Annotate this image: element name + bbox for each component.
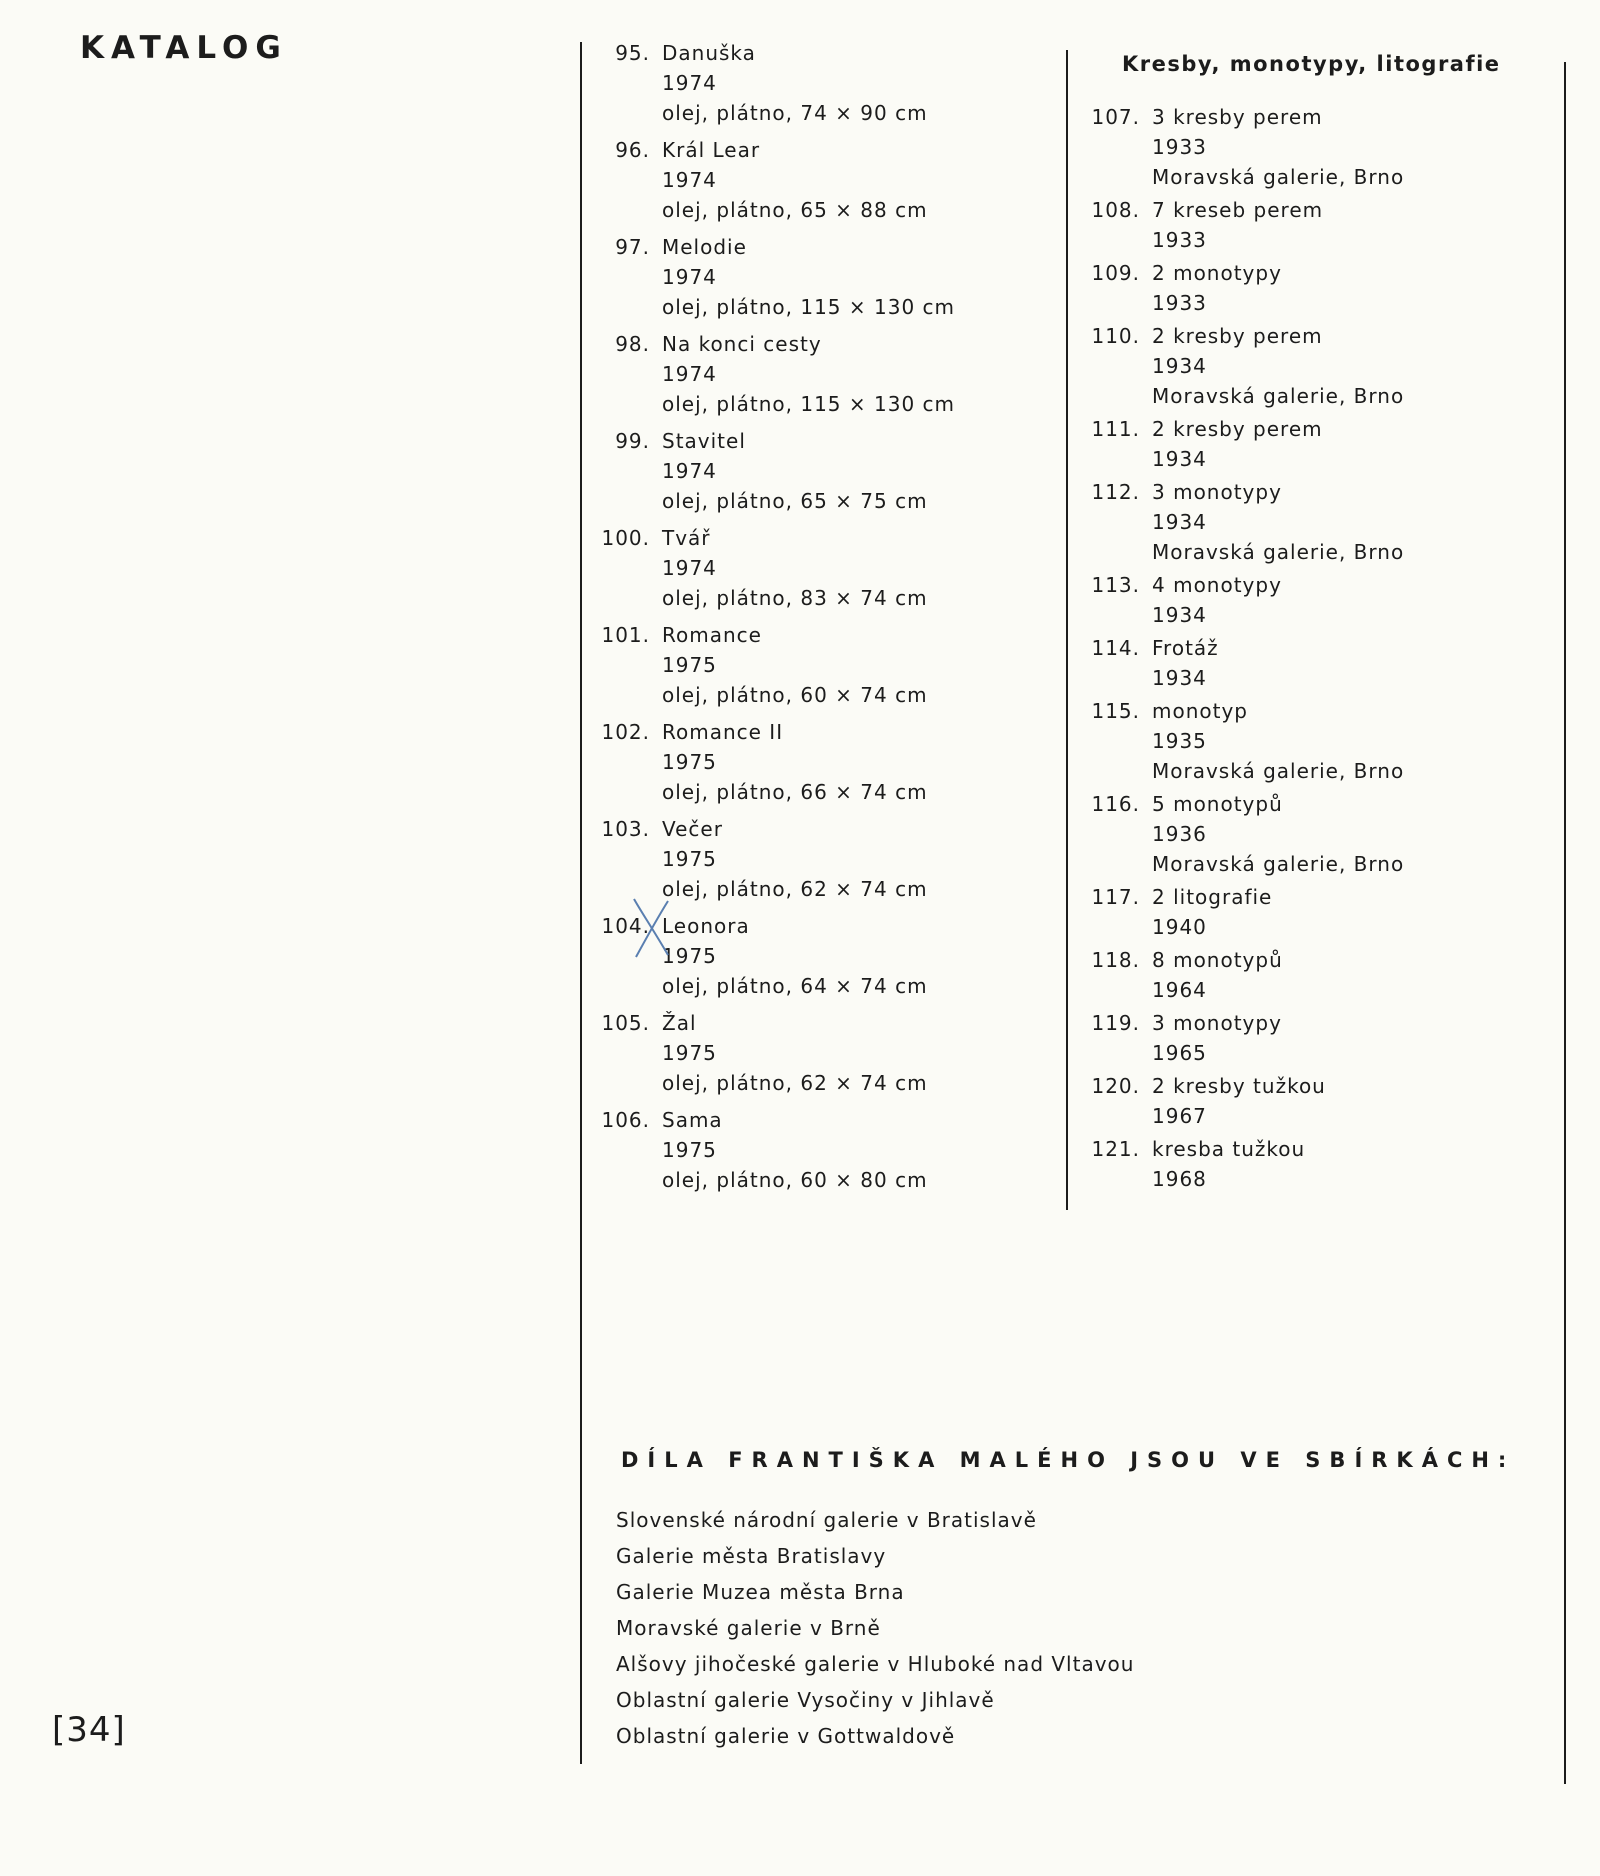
- entry-number: 121.: [1091, 1137, 1140, 1161]
- entry-details: olej, plátno, 64 × 74 cm: [662, 974, 928, 998]
- entry-year: 1936: [1152, 822, 1207, 846]
- entry-number: 96.: [615, 138, 650, 162]
- entry-year: 1934: [1152, 510, 1207, 534]
- catalog-entry: [600, 814, 1080, 904]
- catalog-entry: [1090, 477, 1570, 567]
- collection-item: Galerie Muzea města Brna: [616, 1580, 905, 1604]
- entry-number: 118.: [1091, 948, 1140, 972]
- entry-title: 5 monotypů: [1152, 792, 1283, 816]
- catalog-entry: [600, 523, 1080, 613]
- entry-year: 1975: [662, 1041, 717, 1065]
- entry-number: 103.: [601, 817, 650, 841]
- entry-details: olej, plátno, 65 × 75 cm: [662, 489, 928, 513]
- entry-year: 1965: [1152, 1041, 1207, 1065]
- catalog-entry: [600, 1105, 1080, 1195]
- entry-year: 1934: [1152, 603, 1207, 627]
- entry-number: 109.: [1091, 261, 1140, 285]
- catalog-entry: [1090, 570, 1570, 630]
- entry-year: 1967: [1152, 1104, 1207, 1128]
- entry-title: Večer: [662, 817, 723, 841]
- entry-title: 3 kresby perem: [1152, 105, 1323, 129]
- section-heading: Kresby, monotypy, litografie: [1122, 52, 1501, 76]
- catalog-entry: [1090, 696, 1570, 786]
- catalog-entry: [1090, 882, 1570, 942]
- collection-item: Slovenské národní galerie v Bratislavě: [616, 1508, 1037, 1532]
- drawings-list: [1090, 38, 1570, 1197]
- entry-year: 1934: [1152, 447, 1207, 471]
- entry-year: 1940: [1152, 915, 1207, 939]
- entry-year: 1975: [662, 847, 717, 871]
- collection-item: Galerie města Bratislavy: [616, 1544, 887, 1568]
- entry-number: 111.: [1091, 417, 1140, 441]
- entry-number: 99.: [615, 429, 650, 453]
- catalog-entry: [600, 232, 1080, 322]
- entry-year: 1968: [1152, 1167, 1207, 1191]
- catalog-entry: [1090, 321, 1570, 411]
- catalog-entry: [1090, 414, 1570, 474]
- catalog-entry: [600, 329, 1080, 419]
- catalog-entry: [600, 135, 1080, 225]
- entry-number: 120.: [1091, 1074, 1140, 1098]
- catalog-entry: [1090, 789, 1570, 879]
- entry-collection: Moravská galerie, Brno: [1152, 852, 1405, 876]
- entry-title: 2 kresby perem: [1152, 417, 1323, 441]
- paintings-list: [600, 38, 1080, 1202]
- entry-title: 3 monotypy: [1152, 1011, 1282, 1035]
- entry-details: olej, plátno, 66 × 74 cm: [662, 780, 928, 804]
- entry-title: Leonora: [662, 914, 750, 938]
- entry-number: 110.: [1091, 324, 1140, 348]
- entry-number: 107.: [1091, 105, 1140, 129]
- column-divider-left: [580, 42, 582, 1764]
- entry-collection: Moravská galerie, Brno: [1152, 759, 1405, 783]
- entry-number: 113.: [1091, 573, 1140, 597]
- entry-collection: Moravská galerie, Brno: [1152, 165, 1405, 189]
- entry-title: Král Lear: [662, 138, 761, 162]
- entry-number: 105.: [601, 1011, 650, 1035]
- entry-details: olej, plátno, 74 × 90 cm: [662, 101, 928, 125]
- entry-year: 1933: [1152, 228, 1207, 252]
- entry-title: kresba tužkou: [1152, 1137, 1306, 1161]
- entry-title: Stavitel: [662, 429, 746, 453]
- entry-year: 1934: [1152, 354, 1207, 378]
- entry-details: olej, plátno, 62 × 74 cm: [662, 1071, 928, 1095]
- entry-number: 119.: [1091, 1011, 1140, 1035]
- entry-year: 1974: [662, 71, 717, 95]
- entry-title: 2 kresby perem: [1152, 324, 1323, 348]
- entry-number: 95.: [615, 41, 650, 65]
- page-title: KATALOG: [80, 30, 288, 66]
- catalog-entry: [600, 620, 1080, 710]
- entry-year: 1975: [662, 944, 717, 968]
- entry-title: 2 litografie: [1152, 885, 1273, 909]
- entry-title: 2 monotypy: [1152, 261, 1282, 285]
- entry-year: 1933: [1152, 135, 1207, 159]
- entry-title: Romance: [662, 623, 762, 647]
- collection-item: Oblastní galerie v Gottwaldově: [616, 1724, 956, 1748]
- catalog-entry: [1090, 195, 1570, 255]
- entry-collection: Moravská galerie, Brno: [1152, 540, 1405, 564]
- entry-number: 97.: [615, 235, 650, 259]
- catalog-entry: [1090, 258, 1570, 318]
- entry-year: 1933: [1152, 291, 1207, 315]
- entry-number: 106.: [601, 1108, 650, 1132]
- entry-number: 115.: [1091, 699, 1140, 723]
- entry-number: 112.: [1091, 480, 1140, 504]
- entry-details: olej, plátno, 60 × 74 cm: [662, 683, 928, 707]
- catalog-entry: [1090, 633, 1570, 693]
- collection-item: Alšovy jihočeské galerie v Hluboké nad Vltavou: [616, 1652, 1135, 1676]
- entry-number: 114.: [1091, 636, 1140, 660]
- catalog-entry: [600, 717, 1080, 807]
- entry-title: Sama: [662, 1108, 723, 1132]
- entry-details: olej, plátno, 62 × 74 cm: [662, 877, 928, 901]
- catalog-entry: [1090, 102, 1570, 192]
- entry-collection: Moravská galerie, Brno: [1152, 384, 1405, 408]
- entry-title: Žal: [662, 1011, 697, 1035]
- entry-number: 98.: [615, 332, 650, 356]
- entry-year: 1974: [662, 265, 717, 289]
- entry-title: 8 monotypů: [1152, 948, 1283, 972]
- catalog-entry: [600, 1008, 1080, 1098]
- catalog-entry: [600, 426, 1080, 516]
- entry-title: Tvář: [662, 526, 711, 550]
- entry-year: 1975: [662, 750, 717, 774]
- collection-item: Moravské galerie v Brně: [616, 1616, 881, 1640]
- entry-details: olej, plátno, 65 × 88 cm: [662, 198, 928, 222]
- entry-title: Na konci cesty: [662, 332, 822, 356]
- entry-number: 116.: [1091, 792, 1140, 816]
- entry-details: olej, plátno, 83 × 74 cm: [662, 586, 928, 610]
- entry-number: 101.: [601, 623, 650, 647]
- entry-year: 1974: [662, 459, 717, 483]
- entry-year: 1975: [662, 653, 717, 677]
- entry-title: Danuška: [662, 41, 756, 65]
- collections-heading: DÍLA FRANTIŠKA MALÉHO JSOU VE SBÍRKÁCH:: [621, 1448, 1516, 1472]
- entry-number: 104.: [601, 914, 650, 938]
- entry-title: 7 kreseb perem: [1152, 198, 1324, 222]
- catalog-entry: [600, 38, 1080, 128]
- entry-title: Frotáž: [1152, 636, 1219, 660]
- entry-title: 4 monotypy: [1152, 573, 1282, 597]
- entry-title: 2 kresby tužkou: [1152, 1074, 1326, 1098]
- entry-year: 1974: [662, 556, 717, 580]
- catalog-entry: [1090, 1134, 1570, 1194]
- entry-title: Romance II: [662, 720, 784, 744]
- collections-section: [616, 1448, 1556, 1754]
- page-number: [34]: [52, 1710, 126, 1750]
- collection-item: Oblastní galerie Vysočiny v Jihlavě: [616, 1688, 995, 1712]
- entry-number: 102.: [601, 720, 650, 744]
- entry-title: Melodie: [662, 235, 747, 259]
- entry-details: olej, plátno, 60 × 80 cm: [662, 1168, 928, 1192]
- entry-year: 1974: [662, 168, 717, 192]
- entry-number: 117.: [1091, 885, 1140, 909]
- entry-year: 1934: [1152, 666, 1207, 690]
- entry-year: 1974: [662, 362, 717, 386]
- entry-year: 1935: [1152, 729, 1207, 753]
- catalog-entry: [1090, 945, 1570, 1005]
- entry-details: olej, plátno, 115 × 130 cm: [662, 392, 956, 416]
- entry-details: olej, plátno, 115 × 130 cm: [662, 295, 956, 319]
- entry-number: 108.: [1091, 198, 1140, 222]
- catalog-entry: [1090, 1071, 1570, 1131]
- catalog-entry: [1090, 1008, 1570, 1068]
- entry-title: monotyp: [1152, 699, 1249, 723]
- entry-year: 1964: [1152, 978, 1207, 1002]
- entry-number: 100.: [601, 526, 650, 550]
- catalog-entry: [600, 911, 1080, 1001]
- pencil-cross-mark-icon: [630, 897, 672, 959]
- entry-title: 3 monotypy: [1152, 480, 1282, 504]
- entry-year: 1975: [662, 1138, 717, 1162]
